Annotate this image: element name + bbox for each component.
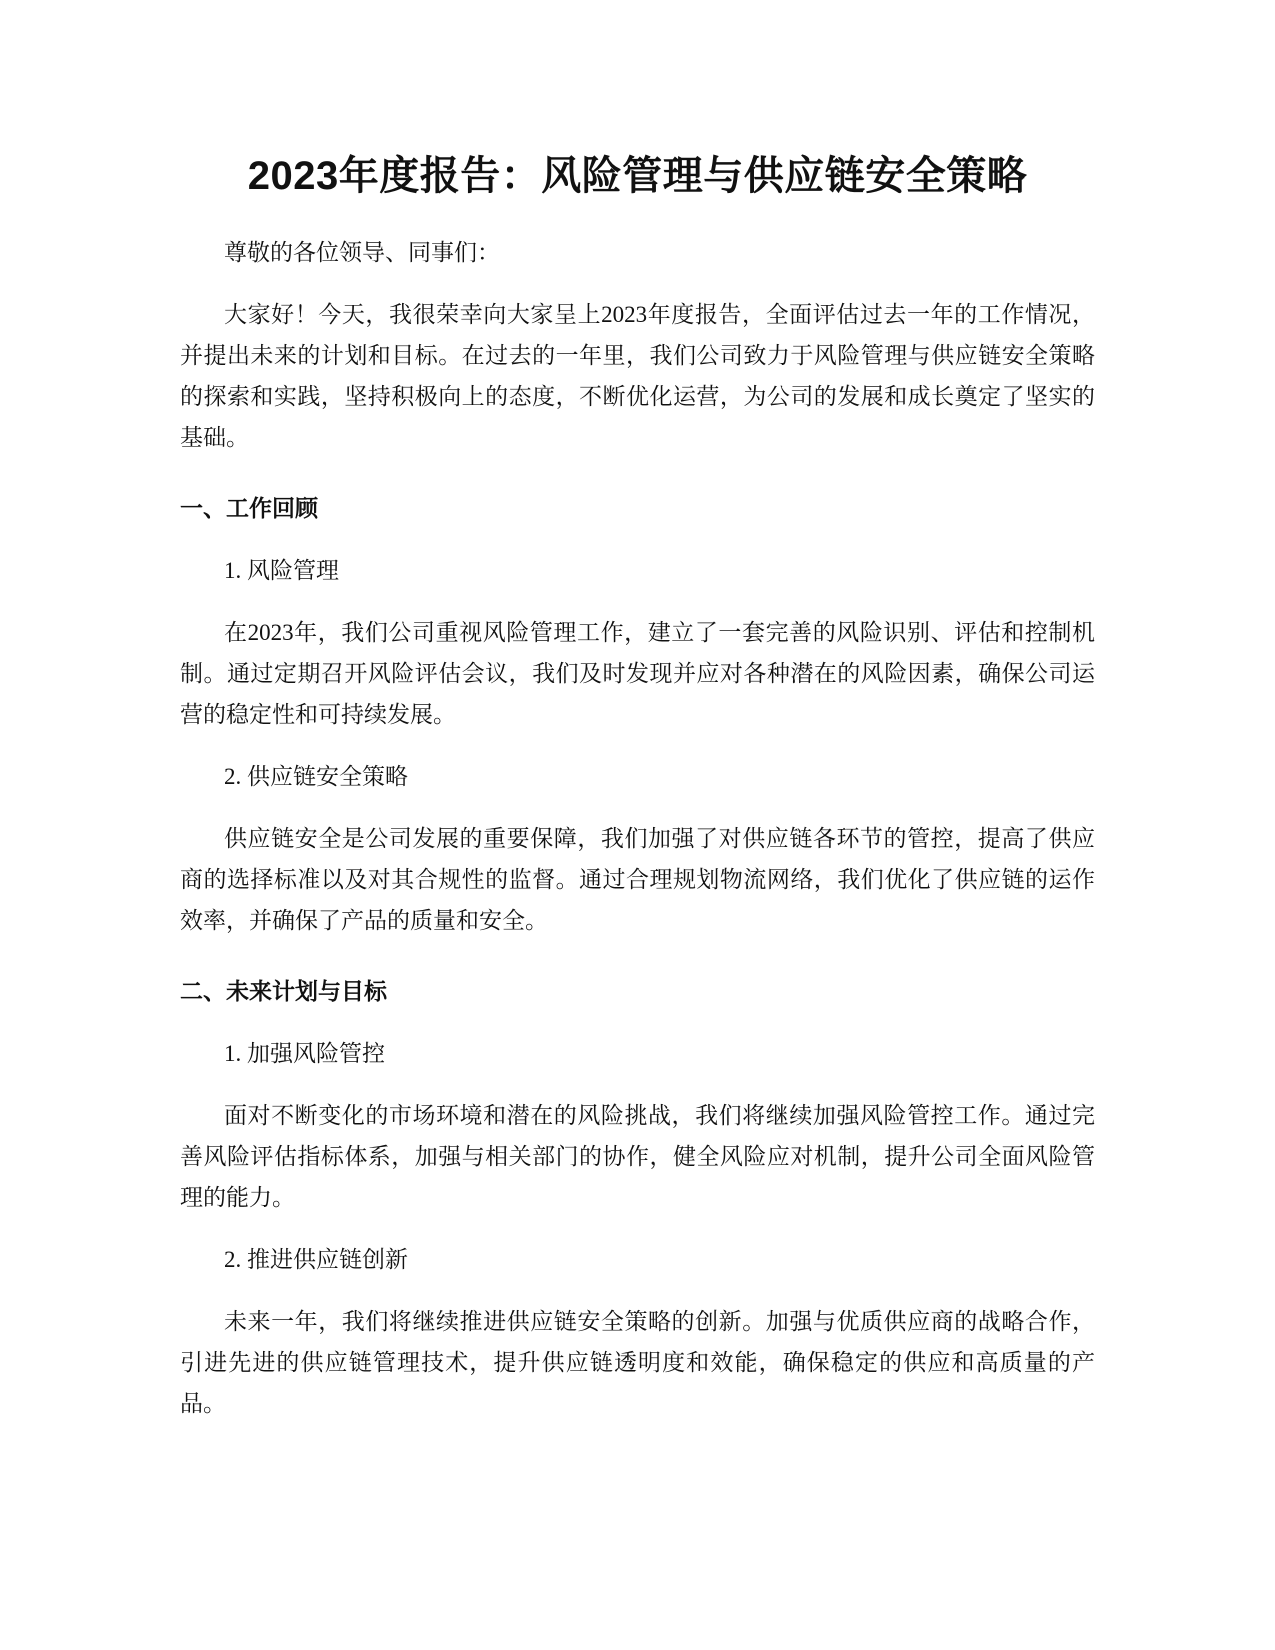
supply-chain-innovation-paragraph: 未来一年，我们将继续推进供应链安全策略的创新。加强与优质供应商的战略合作，引进先进的供应链管理技术，提升供应链透明度和效能，确保稳定的供应和高质量的产品。 — [180, 1309, 1095, 1416]
subheading-risk-management: 1. 风险管理 — [224, 558, 339, 583]
document-title: 2023年度报告：风险管理与供应链安全策略 — [247, 154, 1028, 198]
intro-paragraph: 大家好！今天，我很荣幸向大家呈上2023年度报告，全面评估过去一年的工作情况，并提出未来的计划和目标。在过去的一年里，我们公司致力于风险管理与供应链安全策略的探索和实践，坚持积极向上的态度，不断优化运营，为公司的发展和成长奠定了坚实的基础。 — [180, 302, 1095, 450]
supply-chain-security-paragraph: 供应链安全是公司发展的重要保障，我们加强了对供应链各环节的管控，提高了供应商的选择标准以及对其合规性的监督。通过合理规划物流网络，我们优化了供应链的运作效率，并确保了产品的质量和安全。 — [180, 826, 1095, 933]
subheading-supply-chain-innovation: 2. 推进供应链创新 — [224, 1247, 408, 1272]
document-page — [180, 148, 1095, 1445]
section-heading-work-review: 一、工作回顾 — [180, 495, 318, 521]
greeting-paragraph: 尊敬的各位领导、同事们： — [224, 240, 500, 265]
subheading-strengthen-risk-control: 1. 加强风险管控 — [224, 1041, 385, 1066]
strengthen-risk-control-paragraph: 面对不断变化的市场环境和潜在的风险挑战，我们将继续加强风险管控工作。通过完善风险评估指标体系，加强与相关部门的协作，健全风险应对机制，提升公司全面风险管理的能力。 — [180, 1103, 1095, 1210]
section-heading-future-plans: 二、未来计划与目标 — [180, 978, 387, 1004]
subheading-supply-chain-security: 2. 供应链安全策略 — [224, 764, 408, 789]
risk-management-paragraph: 在2023年，我们公司重视风险管理工作，建立了一套完善的风险识别、评估和控制机制。通过定期召开风险评估会议，我们及时发现并应对各种潜在的风险因素，确保公司运营的稳定性和可持续发展。 — [180, 620, 1095, 727]
